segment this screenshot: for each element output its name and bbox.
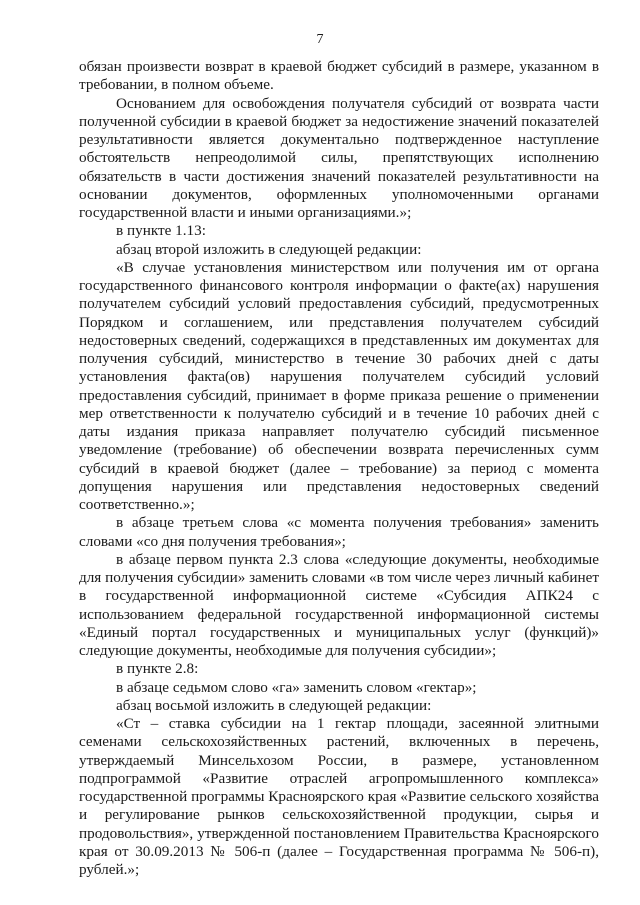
paragraph: Основанием для освобождения получателя субсидий от возврата части полученной субсидии в краевой бюджет за недостижение значений показателей результативности является документально подтвержденное наступление обстоятельств непреодолимой силы, препятствующих исполнению обязательств в части достижения значений показателей результативности на основании документов, оформленных уполномоченными органами государственной власти и иными организациями.»; <box>79 94 599 221</box>
paragraph: в абзаце первом пункта 2.3 слова «следующие документы, необходимые для получения субсидии» заменить словами «в том числе через личный кабинет в государственной информационной системе «Субсидия АПК24 с использованием федеральной государственной информационной системы «Единый портал государственных и муниципальных услуг (функций)» следующие документы, необходимые для получения субсидии»; <box>79 550 599 659</box>
paragraph: абзац восьмой изложить в следующей редакции: <box>116 696 432 714</box>
document-body <box>79 58 599 879</box>
paragraph: «В случае установления министерством или получения им от органа государственного финансового контроля информации о факте(ах) нарушения получателем субсидий условий предоставления субсидий, предусмотренных Порядком и соглашением, или представления получателем субсидий недостоверных сведений, содержащихся в представленных им документах для получения субсидий, министерство в течение 30 рабочих дней с даты установления факта(ов) нарушения получателем субсидий условий предоставления субсидий, принимает в форме приказа решение о применении мер ответственности к получателю субсидий и в течение 10 рабочих дней с даты издания приказа направляет получателю субсидий письменное уведомление (требование) об обеспечении возврата перечисленных сумм субсидий в краевой бюджет (далее – требование) за период с момента допущения нарушения или представления недостоверных сведений соответственно.»; <box>79 258 599 513</box>
page-number: 7 <box>316 32 324 47</box>
paragraph: в пункте 1.13: <box>116 222 206 240</box>
paragraph: в абзаце третьем слова «с момента получения требования» заменить словами «со дня получения требования»; <box>79 514 599 550</box>
paragraph: абзац второй изложить в следующей редакции: <box>116 240 422 258</box>
paragraph: «Ст – ставка субсидии на 1 гектар площади, засеянной элитными семенами сельскохозяйственных растений, включенных в перечень, утверждаемый Минсельхозом России, в размере, установленном подпрограммой «Развитие отраслей агропромышленного комплекса» государственной программы Красноярского края «Развитие сельского хозяйства и регулирование рынков сельскохозяйственной продукции, сырья и продовольствия», утвержденной постановлением Правительства Красноярского края от 30.09.2013 № 506-п (далее – Государственная программа № 506-п), рублей.»; <box>79 715 599 878</box>
paragraph: в абзаце седьмом слово «га» заменить словом «гектар»; <box>116 678 477 696</box>
paragraph: обязан произвести возврат в краевой бюджет субсидий в размере, указанном в требовании, в полном объеме. <box>79 58 599 94</box>
paragraph: в пункте 2.8: <box>116 660 199 678</box>
